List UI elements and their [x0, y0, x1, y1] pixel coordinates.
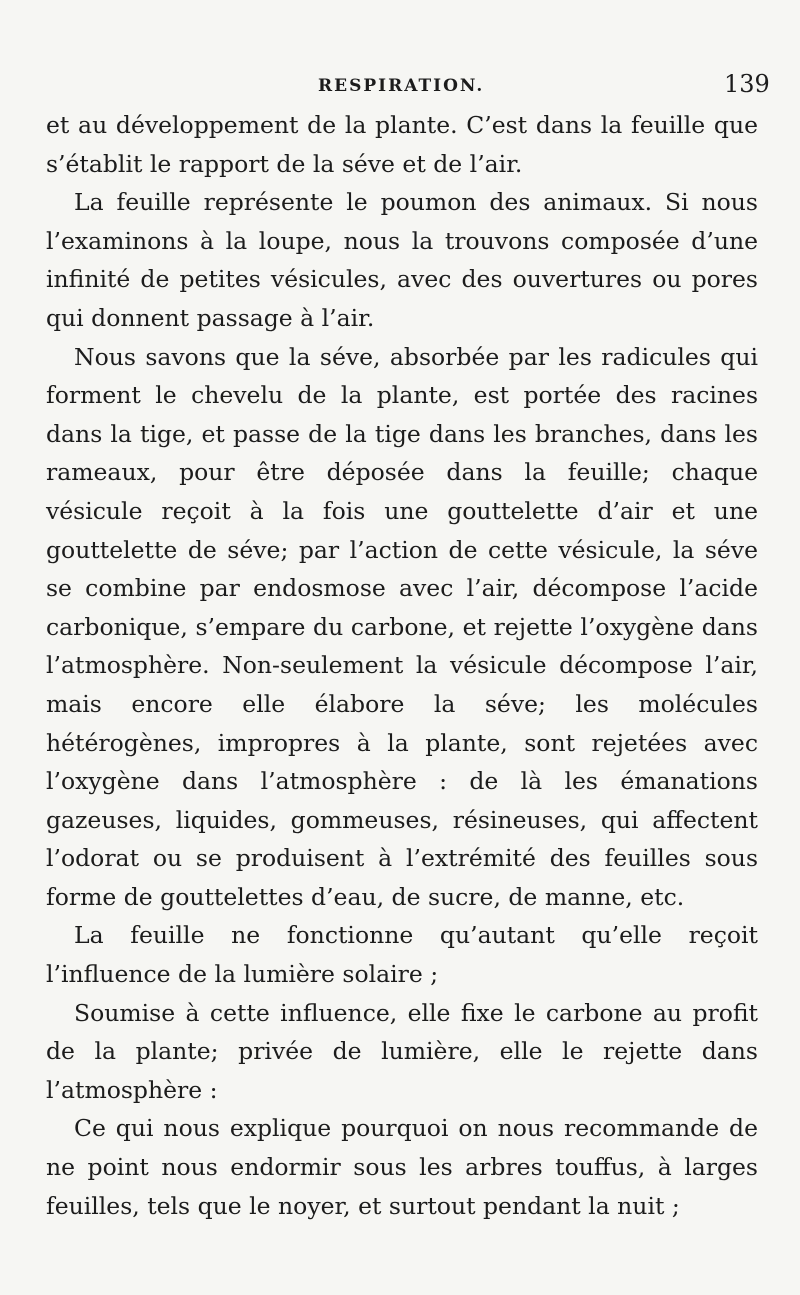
paragraph-6: Ce qui nous explique pourquoi on nous recommande de ne point nous endormir sous les arbres touffus, à larges feuilles, tels que le noyer, et surtout pendant la nuit ;	[46, 1114, 758, 1220]
page-number: 139	[724, 70, 770, 98]
paragraph-2: La feuille représente le poumon des animaux. Si nous l’examinons à la loupe, nous la trouvons composée d’une infinité de petites vésicules, avec des ouvertures ou pores qui donnent passage à l’air.	[46, 188, 758, 332]
paragraph-5: Soumise à cette influence, elle fixe le carbone au profit de la plante; privée de lumière, elle le rejette dans l’atmosphère :	[46, 998, 758, 1104]
chapter-title: RESPIRATION.	[318, 76, 485, 96]
paragraph-4: La feuille ne fonctionne qu’autant qu’elle reçoit l’influence de la lumière solaire ;	[46, 921, 758, 989]
running-head	[0, 70, 800, 104]
body-text	[46, 106, 758, 1225]
paragraph-3: Nous savons que la séve, absorbée par les radicules qui forment le chevelu de la plante, est portée des racines dans la tige, et passe de la tige dans les branches, dans les rameaux, pour être déposée dans la feuille; chaque vésicule reçoit à la fois une gouttelette d’air et une gouttelette de séve; par l’action de cette vésicule, la séve se combine par endosmose avec l’air, décompose l’acide carbonique, s’empare du carbone, et rejette l’oxygène dans l’atmosphère. Non-seulement la vésicule décompose l’air, mais encore elle élabore la séve; les molécules hétérogènes, impropres à la plante, sont rejetées avec l’oxygène dans l’atmosphère : de là les émanations gazeuses, liquides, gommeuses, résineuses, qui affectent l’odorat ou se produisent à l’extrémité des feuilles sous forme de gouttelettes d’eau, de sucre, de manne, etc.	[46, 342, 758, 911]
paragraph-1: et au développement de la plante. C’est dans la feuille que s’établit le rapport de la séve et de l’air.	[46, 111, 758, 178]
